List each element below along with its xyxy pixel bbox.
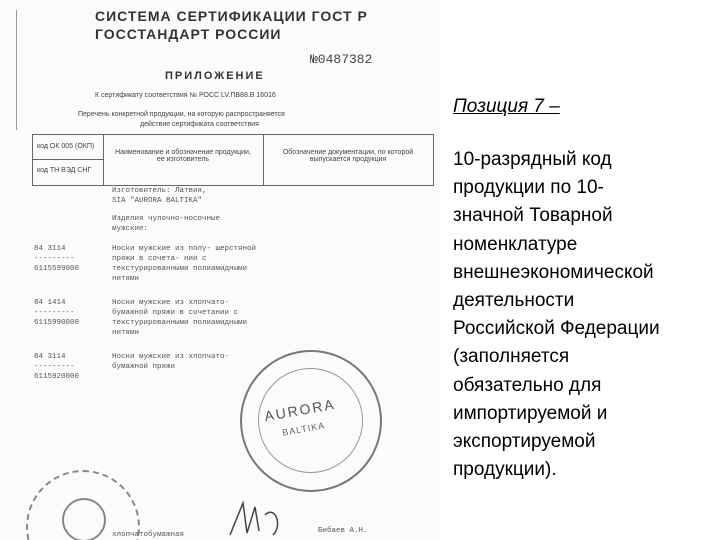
position-heading: Позиция 7 – bbox=[453, 96, 560, 117]
docs-column-header: Обозначение документации, по которой выпускается продукция bbox=[282, 149, 414, 163]
tn-code: 6115599000 bbox=[34, 265, 80, 273]
docs-column-divider bbox=[263, 135, 264, 185]
code-column bbox=[33, 135, 104, 185]
product-name: Носки мужские из хлопчато- бумажной пряжи в сочетании с текстурированными полиамидными нитями bbox=[112, 299, 248, 337]
scope-line1: Перечень конкретной продукции, на которую распространяется bbox=[78, 111, 285, 118]
product-name: Носки мужские из полу- шерстяной пряжи в сочета- нии с текстурированными полиамидными нитями bbox=[112, 245, 257, 283]
maker-line4: мужские: bbox=[112, 225, 149, 233]
tn-code-header: код ТН ВЭД СНГ bbox=[37, 167, 92, 174]
code-separator: --------- bbox=[34, 363, 75, 371]
company-stamp bbox=[240, 350, 382, 492]
scope-line2: действие сертификата соответствия bbox=[140, 121, 259, 128]
maker-line2: SIA "AURORA BALTIKA" bbox=[112, 197, 203, 205]
product-name: Носки мужские из хлопчато- бумажной пряжи bbox=[112, 353, 230, 371]
okp-code: 84 3114 bbox=[34, 245, 66, 253]
footer-text: хлопчатобумажная bbox=[112, 531, 185, 539]
code-separator: --------- bbox=[34, 255, 75, 263]
okp-code: 84 3114 bbox=[34, 353, 66, 361]
certificate-header-line1: СИСТЕМА СЕРТИФИКАЦИИ ГОСТ Р bbox=[95, 8, 368, 24]
name-column-header: Наименование и обозначение продукции, ее изготовитель bbox=[115, 149, 251, 163]
signature-name: Бибаев А.Н. bbox=[318, 527, 368, 535]
scan-margin-line bbox=[16, 10, 17, 130]
appendix-title: ПРИЛОЖЕНИЕ bbox=[165, 70, 265, 82]
okp-code-header: код ОК 005 (ОКП) bbox=[37, 143, 95, 150]
certificate-reference: К сертификату соответствия № РОСС LV.ПВ88.В 16016 bbox=[95, 92, 276, 99]
code-separator: --------- bbox=[34, 309, 75, 317]
tn-code: 6115920000 bbox=[34, 373, 80, 381]
stamp-text: AURORA bbox=[263, 395, 337, 425]
stamp-subtext: BALTIKA bbox=[281, 420, 326, 438]
maker-line3: Изделия чулочно-носочные bbox=[112, 215, 221, 223]
seal-core bbox=[62, 498, 106, 540]
columns-header-table bbox=[32, 134, 434, 186]
tn-code: 6115990000 bbox=[34, 319, 80, 327]
certificate-header-line2: ГОССТАНДАРТ РОССИИ bbox=[95, 26, 282, 42]
signature bbox=[225, 495, 295, 540]
code-split-line bbox=[33, 159, 103, 160]
okp-code: 84 1414 bbox=[34, 299, 66, 307]
maker-line1: Изготовитель: Латвия, bbox=[112, 187, 207, 195]
certificate-number: №0487382 bbox=[310, 52, 373, 67]
position-description: 10-разрядный код продукции по 10- значной Товарной номенклатуре внешнеэкономической деятельности Российской Федерации (заполняется обязательно для импортируемой и экспортируемой продукции). bbox=[453, 149, 660, 481]
